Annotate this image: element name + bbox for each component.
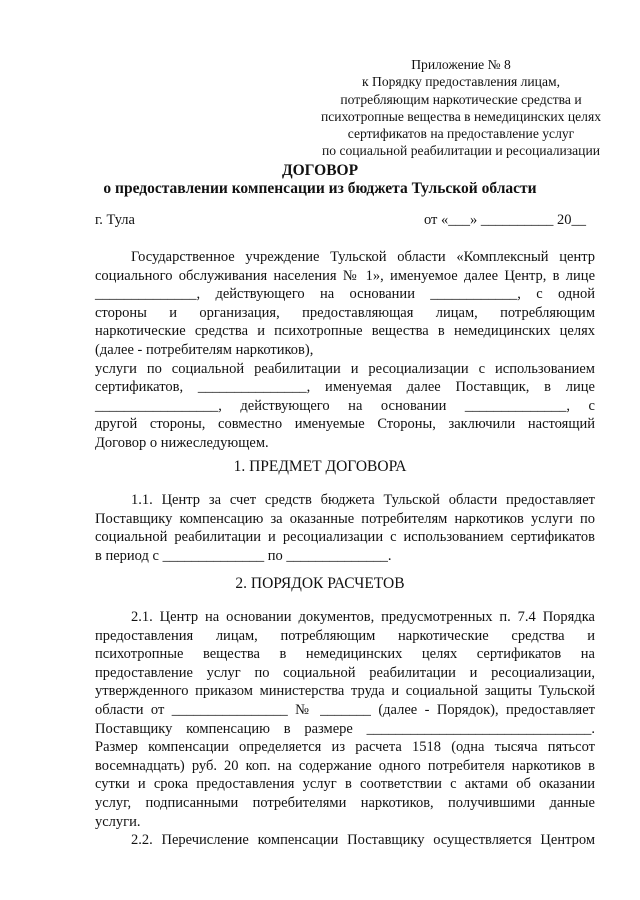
document-title: ДОГОВОР bbox=[281, 162, 359, 179]
text-line: психотропные вещества в немедицинских целях сертификатов на bbox=[95, 646, 595, 663]
text-line: _________________, действующего на основании ______________, с bbox=[95, 397, 595, 414]
appendix-line: психотропные вещества в немедицинских целях bbox=[321, 108, 601, 124]
text-line: услуги. bbox=[95, 813, 141, 830]
text-line: Договор о нижеследующем. bbox=[95, 434, 269, 451]
text-line: социальной реабилитации и ресоциализации с использованием сертификатов bbox=[95, 529, 595, 546]
appendix-line: сертификатов на предоставление услуг bbox=[347, 126, 575, 142]
document-subtitle: о предоставлении компенсации из бюджета Тульской области bbox=[103, 180, 537, 197]
contract-date-field: от «___» __________ 20__ bbox=[424, 212, 587, 228]
text-line: 2.1. Центр на основании документов, предусмотренных п. 7.4 Порядка bbox=[131, 609, 595, 625]
text-line: Размер компенсации определяется из расчета 1518 (одна тысяча пятьсот bbox=[95, 739, 595, 756]
text-line: сертификатов, _______________, именуемая далее Поставщик, в лице bbox=[95, 379, 595, 396]
intro-paragraph bbox=[95, 248, 595, 453]
text-line: 2.2. Перечисление компенсации Поставщику осуществляется Центром bbox=[131, 832, 595, 849]
text-line: другой стороны, совместно именуемые Стороны, заключили настоящий bbox=[95, 416, 595, 433]
text-line: области от ________________ № _______ (далее - Порядок), предоставляет bbox=[95, 701, 595, 718]
text-line: (далее - потребителям наркотиков), bbox=[95, 341, 314, 358]
text-line: социального обслуживания населения № 1», именуемое далее Центр, в лице bbox=[95, 267, 595, 284]
appendix-note bbox=[318, 56, 604, 160]
section-1-heading: 1. ПРЕДМЕТ ДОГОВОРА bbox=[233, 458, 407, 475]
text-line: Государственное учреждение Тульской области «Комплексный центр bbox=[131, 249, 595, 265]
text-line: в период с ______________ по ______________. bbox=[95, 547, 392, 564]
appendix-line: по социальной реабилитации и ресоциализации bbox=[321, 143, 601, 159]
text-line: ______________, действующего на основании ____________, с одной bbox=[95, 286, 595, 303]
text-line: восемнадцать) руб. 20 коп. на содержание одного потребителя наркотиков в bbox=[95, 757, 595, 774]
contract-place: г. Тула bbox=[95, 212, 135, 228]
text-line: услуги по социальной реабилитации и ресоциализации с использованием bbox=[95, 360, 595, 377]
text-line: услуг, подписанными потребителями наркотиков, получившими данные bbox=[95, 794, 595, 811]
section-2-paragraph bbox=[95, 608, 595, 850]
section-1-paragraph bbox=[95, 491, 595, 565]
text-line: предоставления лицам, потребляющим наркотические средства и bbox=[95, 627, 595, 644]
text-line: предоставление услуг по социальной реабилитации и ресоциализации, bbox=[95, 664, 595, 681]
appendix-line: к Порядку предоставления лицам, bbox=[362, 74, 560, 90]
text-line: Поставщику компенсацию в размере _______________________________. bbox=[95, 720, 595, 737]
text-line: сутки и срока предоставления услуг в соответствии с актами об оказании bbox=[95, 776, 595, 793]
appendix-line: Приложение № 8 bbox=[411, 57, 511, 72]
text-line: 1.1. Центр за счет средств бюджета Тульской области предоставляет bbox=[131, 492, 595, 508]
text-line: утвержденного приказом министерства труда и социальной защиты Тульской bbox=[95, 683, 595, 700]
section-2-heading: 2. ПОРЯДОК РАСЧЕТОВ bbox=[235, 575, 405, 592]
text-line: стороны и организация, предоставляющая лицам, потребляющим bbox=[95, 304, 595, 321]
text-line: Поставщику компенсацию за оказанные потребителям наркотиков услуги по bbox=[95, 510, 595, 527]
text-line: наркотические средства и психотропные вещества в немедицинских целях bbox=[95, 323, 595, 340]
appendix-line: потребляющим наркотические средства и bbox=[340, 91, 582, 107]
